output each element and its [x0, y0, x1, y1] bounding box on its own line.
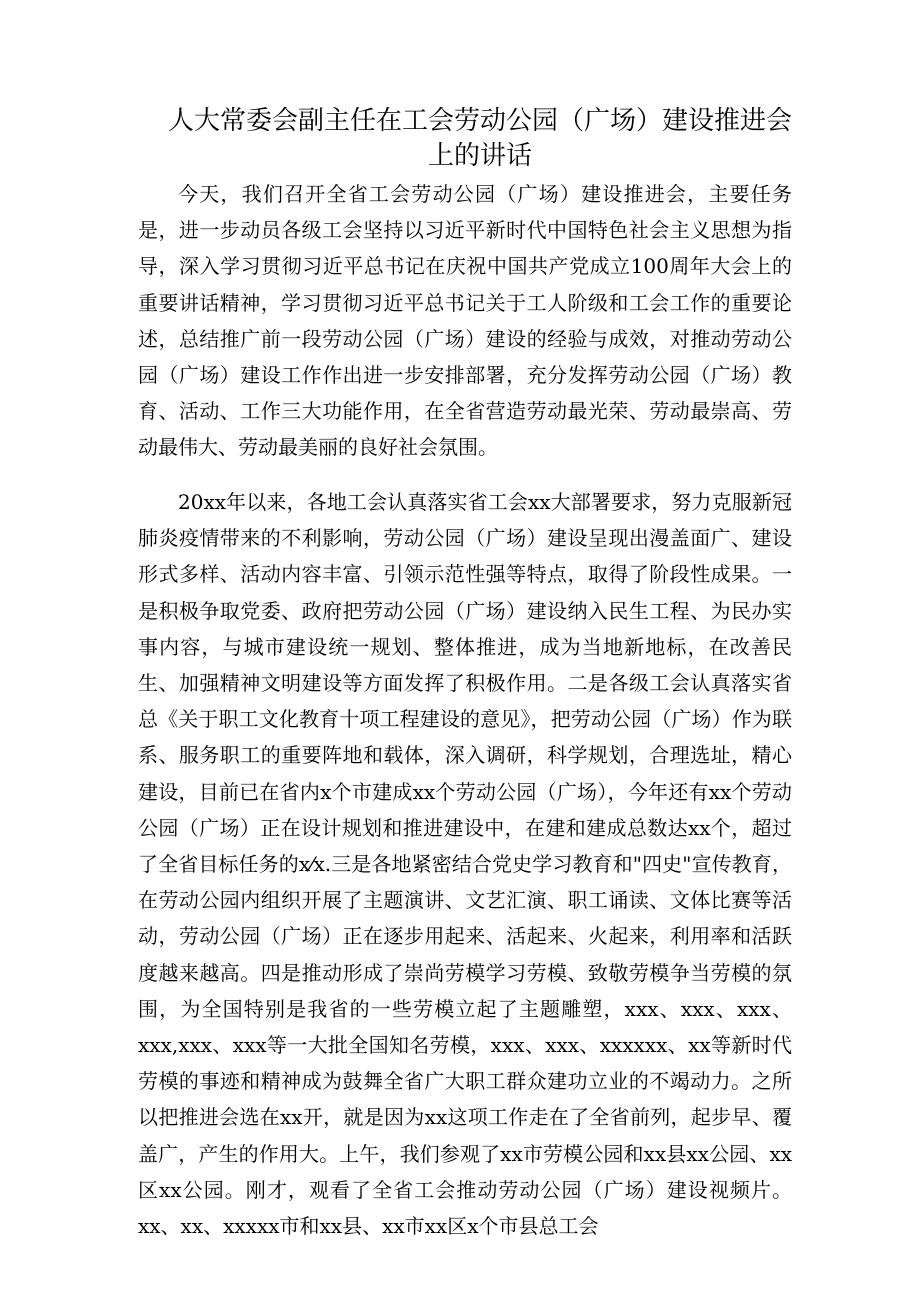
document-title: 人大常委会副主任在工会劳动公园（广场）建设推进会上的讲话 — [167, 106, 792, 171]
paragraph-achievements: 20xx年以来，各地工会认真落实省工会xx大部署要求，努力克服新冠肺炎疫情带来的不利影响，劳动公园（广场）建设呈现出漫盖面广、建设形式多样、活动内容丰富、引领示范性强等特点，取得了阶段性成果。一是积极争取党委、政府把劳动公园（广场）建设纳入民生工程、为民办实事内容，与城市建设统一规划、整体推进，成为当地新地标，在改善民生、加强精神文明建设等方面发挥了积极作用。二是各级工会认真落实省总《关于职工文化教育十项工程建设的意见》，把劳动公园（广场）作为联系、服务职工的重要阵地和载体，深入调研，科学规划，合理选址，精心建设，目前已在省内x个市建成xx个劳动公园（广场），今年还有xx个劳动公园（广场）正在设计规划和推进建设中，在建和建成总数达xx个，超过了全省目标任务的x⁄x.三是各地紧密结合党史学习教育和"四史"宣传教育，在劳动公园内组织开展了主题演讲、文艺汇演、职工诵读、文体比赛等活动，劳动公园（广场）正在逐步用起来、活起来、火起来，利用率和活跃度越来越高。四是推动形成了崇尚劳模学习劳模、致敬劳模争当劳模的氛围，为全国特别是我省的一些劳模立起了主题雕塑，xxx、xxx、xxx、xxx,xxx、xxx等一大批全国知名劳模，xxx、xxx、xxxxxx、xx等新时代劳模的事迹和精神成为鼓舞全省广大职工群众建功立业的不竭动力。之所以把推进会选在xx开，就是因为xx这项工作走在了全省前列，起步早、覆盖广，产生的作用大。上午，我们参观了xx市劳模公园和xx县xx公园、xx区xx公园。刚才，观看了全省工会推动劳动公园（广场）建设视频片。xx、xx、xxxxx市和xx县、xx市xx区x个市县总工会 — [138, 490, 792, 1239]
paragraph-opening: 今天，我们召开全省工会劳动公园（广场）建设推进会，主要任务是，进一步动员各级工会坚持以习近平新时代中国特色社会主义思想为指导，深入学习贯彻习近平总书记在庆祝中国共产党成立100周年大会上的重要讲话精神，学习贯彻习近平总书记关于工人阶级和工会工作的重要论述，总结推广前一段劳动公园（广场）建设的经验与成效，对推动劳动公园（广场）建设工作作出进一步安排部署，充分发挥劳动公园（广场）教育、活动、工作三大功能作用，在全省营造劳动最光荣、劳动最崇高、劳动最伟大、劳动最美丽的良好社会氛围。 — [138, 182, 792, 460]
